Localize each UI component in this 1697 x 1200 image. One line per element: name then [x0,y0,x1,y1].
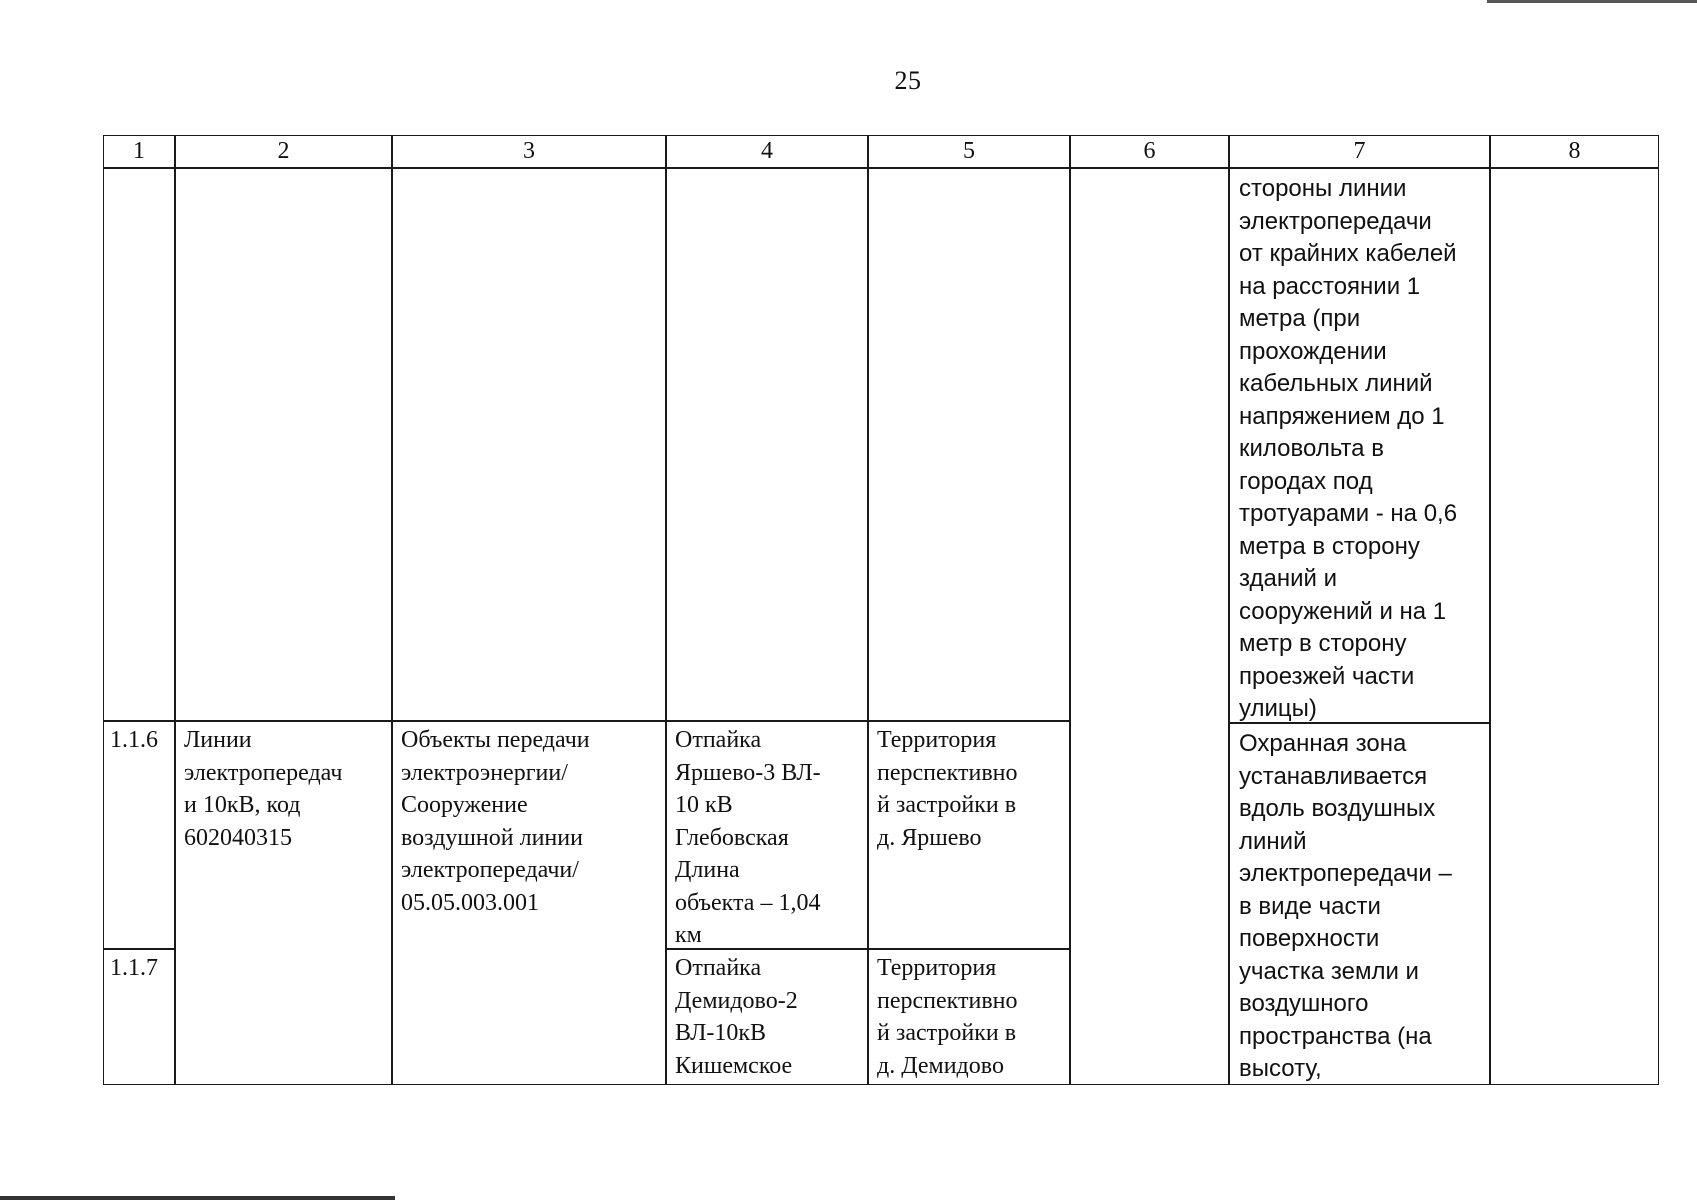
scan-edge-bottom [0,1196,395,1200]
continuation-col-4 [666,168,868,721]
data-table [103,135,1659,1085]
header-col-2: 2 [175,135,392,168]
column-8-merged [1490,168,1659,1085]
object-description-1-1-6: Отпайка Яршево-3 ВЛ- 10 кВ Глебовская Длина объекта – 1,04 км [666,721,868,949]
header-col-3: 3 [392,135,666,168]
header-col-4: 4 [666,135,868,168]
protection-zone-text: Охранная зона устанавливается вдоль воздушных линий электропередачи – в виде части поверхности участка земли и воздушного пространства (на высоту, [1229,723,1490,1085]
continuation-col-5 [868,168,1070,721]
header-col-8: 8 [1490,135,1659,168]
continuation-col-1 [103,168,175,721]
page-number: 25 [894,66,922,95]
row-number-1-1-7: 1.1.7 [103,949,175,1085]
header-col-7: 7 [1229,135,1490,168]
location-1-1-7: Территория перспективно й застройки в д. Демидово [868,949,1070,1085]
continuation-col-2 [175,168,392,721]
header-col-6: 6 [1070,135,1229,168]
header-col-1: 1 [103,135,175,168]
power-line-name: Линии электропередач и 10кВ, код 602040315 [175,721,392,1085]
object-purpose: Объекты передачи электроэнергии/ Сооружение воздушной линии электропередачи/ 05.05.003.001 [392,721,666,1085]
location-1-1-6: Территория перспективно й застройки в д. Яршево [868,721,1070,949]
object-description-1-1-7: Отпайка Демидово-2 ВЛ-10кВ Кишемское [666,949,868,1085]
scan-edge-top [1487,0,1697,3]
continuation-col-3 [392,168,666,721]
header-col-5: 5 [868,135,1070,168]
column-6-merged [1070,168,1229,1085]
continuation-zone-text: стороны линии электропередачи от крайних кабелей на расстоянии 1 метра (при прохождении кабельных линий напряжением до 1 киловольта в городах под тротуарами - на 0,6 метра в сторону зданий и сооружений и на 1 метр в сторону проезжей части улицы) [1229,168,1490,723]
row-number-1-1-6: 1.1.6 [103,721,175,949]
